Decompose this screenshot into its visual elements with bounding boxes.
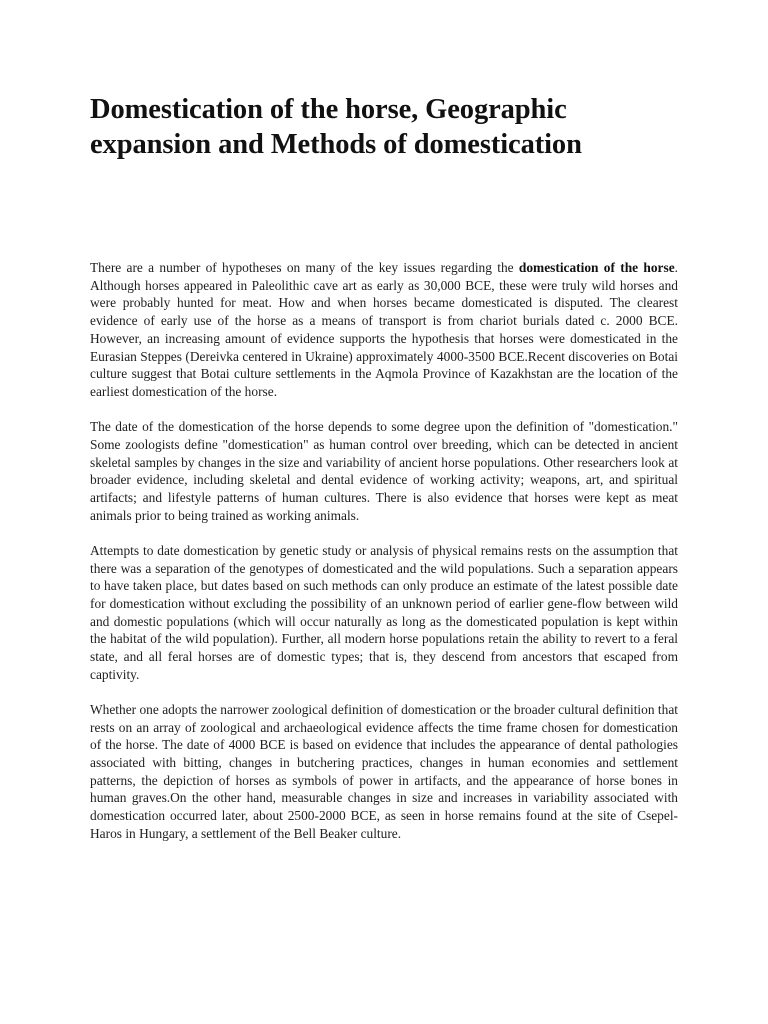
paragraph-1-bold-term: domestication of the horse <box>518 260 675 275</box>
paragraph-1-body: . Although horses appeared in Paleolithic cave art as early as 30,000 BCE, these were truly wild horses and were probably hunted for meat. How and when horses became domesticated is disputed. The clearest evidence of early use of the horse as a means of transport is from chariot burials dated c. 2000 BCE. However, an increasing amount of evidence supports the hypothesis that horses were domesticated in the Eurasian Steppes (Dereivka centered in Ukraine) approximately 4000-3500 BCE.Recent discoveries on Botai culture suggest that Botai culture settlements in the Aqmola Province of Kazakhstan are the location of the earliest domestication of the horse. <box>90 260 678 399</box>
document-title: Domestication of the horse, Geographic expansion and Methods of domestication <box>90 94 582 160</box>
paragraph-4: Whether one adopts the narrower zoological definition of domestication or the broader cultural definition that rests on an array of zoological and archaeological evidence affects the time frame chosen for domestication of the horse. The date of 4000 BCE is based on evidence that includes the appearance of dental pathologies associated with bitting, changes in butchering practices, changes in human economies and settlement patterns, the depiction of horses as symbols of power in artifacts, and the appearance of horse bones in human graves.On the other hand, measurable changes in size and increases in variability associated with domestication occurred later, about 2500-2000 BCE, as seen in horse remains found at the site of Csepel-Haros in Hungary, a settlement of the Bell Beaker culture. <box>90 701 678 841</box>
paragraph-3: Attempts to date domestication by genetic study or analysis of physical remains rests on the assumption that there was a separation of the genotypes of domesticated and the wild populations. Such a separation appears to have taken place, but dates based on such methods can only produce an estimate of the latest possible date for domestication without excluding the possibility of an unknown period of earlier gene-flow between wild and domestic populations (which will occur naturally as long as the domesticated population is kept within the habitat of the wild population). Further, all modern horse populations retain the ability to revert to a feral state, and all feral horses are of domestic types; that is, they descend from ancestors that escaped from captivity. <box>90 542 678 682</box>
paragraph-1 <box>90 259 678 401</box>
paragraph-1-intro: There are a number of hypotheses on many of the key issues regarding the <box>90 260 519 275</box>
paragraph-2: The date of the domestication of the horse depends to some degree upon the definition of "domestication." Some zoologists define "domestication" as human control over breeding, which can be detected in ancient skeletal samples by changes in the size and variability of ancient horse populations. Other researchers look at broader evidence, including skeletal and dental evidence of working activity; weapons, art, and spiritual artifacts; and lifestyle patterns of human cultures. There is also evidence that horses were kept as meat animals prior to being trained as working animals. <box>90 419 678 523</box>
document-page <box>90 92 678 860</box>
